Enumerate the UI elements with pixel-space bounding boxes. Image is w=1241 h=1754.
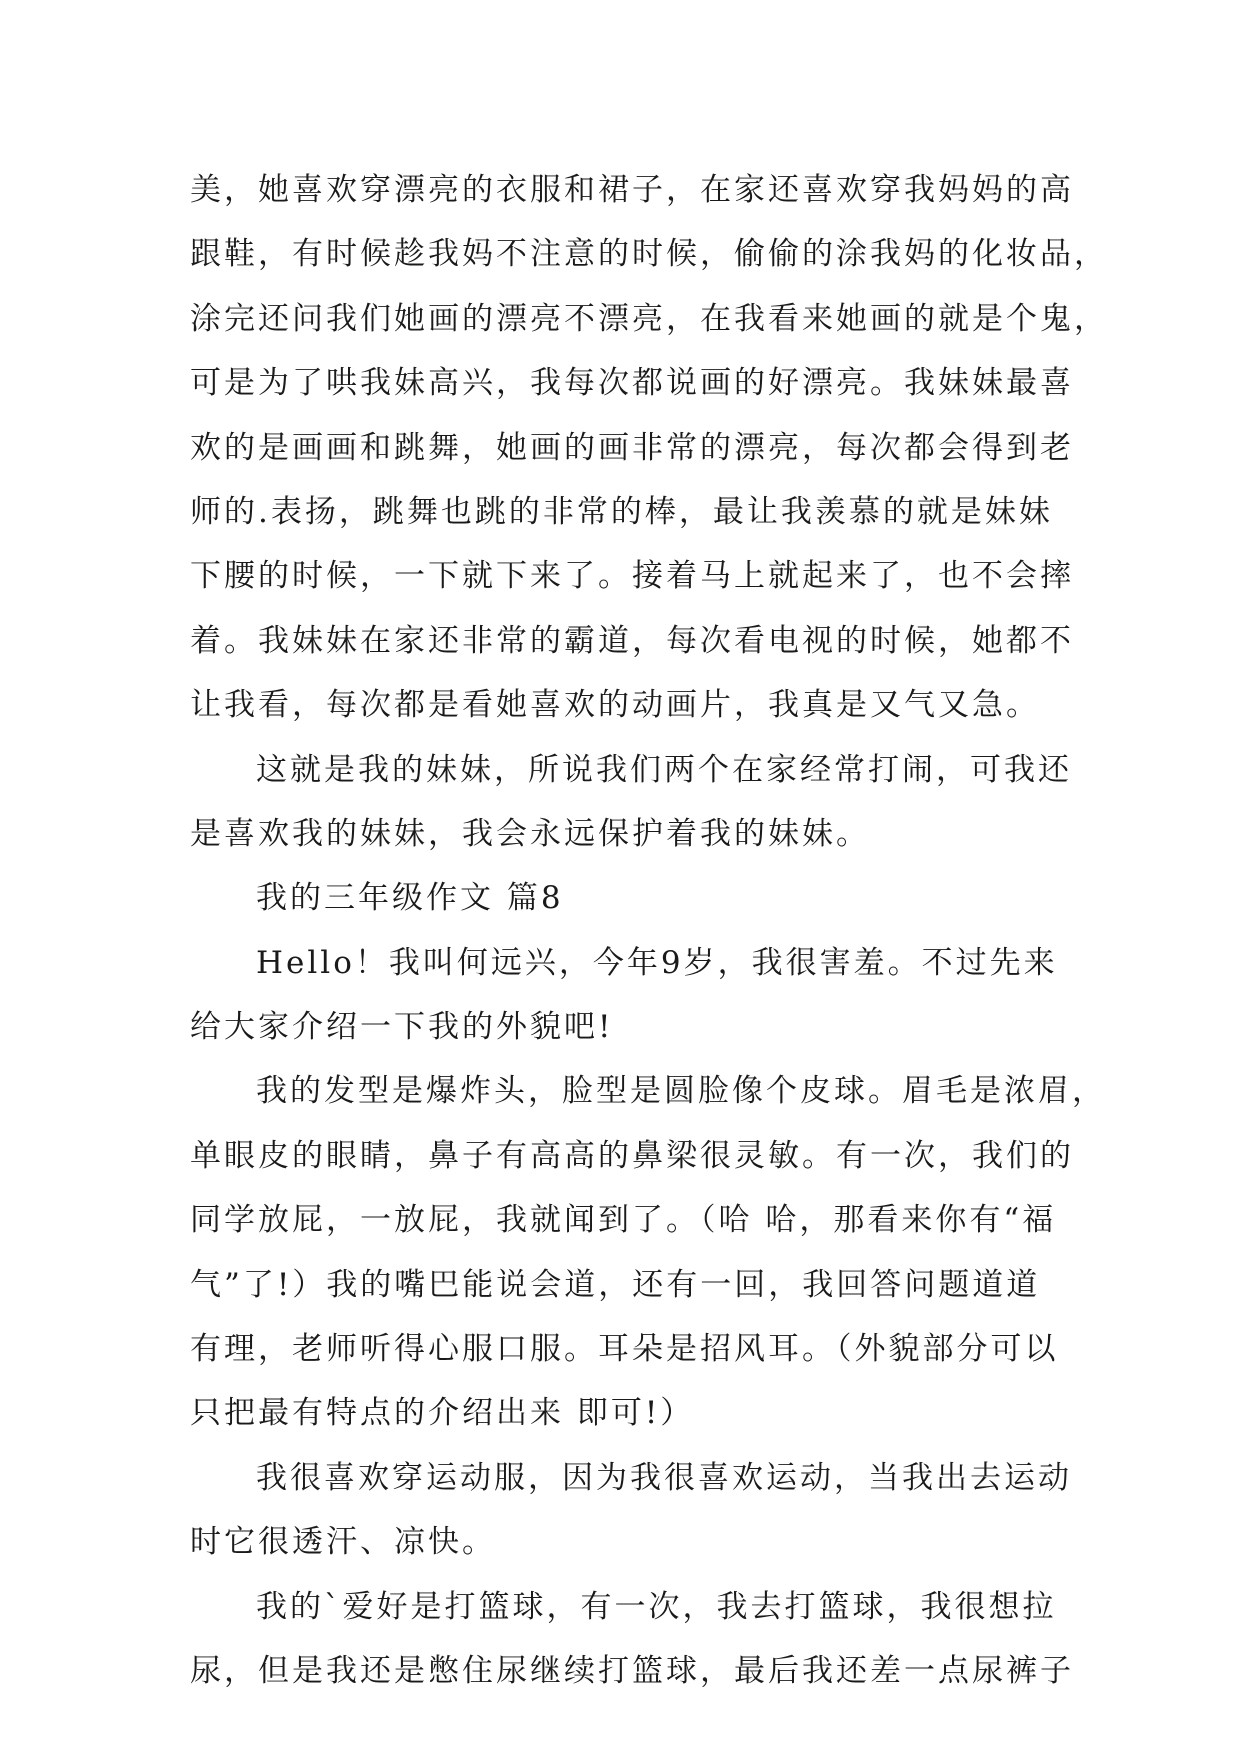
text-line: 同学放屁，一放屁，我就闻到了。（哈 哈，那看来你有“福	[190, 1202, 1057, 1239]
text-line: 气”了!）我的嘴巴能说会道，还有一回，我回答问题道道	[190, 1266, 1041, 1303]
text-line: 让我看，每次都是看她喜欢的动画片，我真是又气又急。	[190, 687, 1040, 724]
document-text-body	[190, 158, 1108, 1703]
text-line: 单眼皮的眼睛，鼻子有高高的鼻梁很灵敏。有一次，我们的	[190, 1137, 1074, 1174]
text-line: 我很喜欢穿运动服，因为我很喜欢运动，当我出去运动	[256, 1459, 1072, 1496]
text-line: 师的.表扬，跳舞也跳的非常的棒，最让我羡慕的就是妹妹	[190, 493, 1053, 530]
text-line: 尿，但是我还是憋住尿继续打篮球，最后我还差一点尿裤子	[190, 1652, 1074, 1689]
text-line: 跟鞋，有时候趁我妈不注意的时候，偷偷的涂我妈的化妆品，	[190, 236, 1108, 273]
text-line: Hello！我叫何远兴，今年9岁，我很害羞。不过先来	[256, 944, 1058, 981]
text-line: 我的发型是爆炸头，脸型是圆脸像个皮球。眉毛是浓眉，	[256, 1073, 1106, 1110]
text-line: 是喜欢我的妹妹，我会永远保护着我的妹妹。	[190, 815, 870, 852]
text-line: 这就是我的妹妹，所说我们两个在家经常打闹，可我还	[256, 751, 1072, 788]
text-line: 下腰的时候，一下就下来了。接着马上就起来了，也不会摔	[190, 558, 1074, 595]
text-line: 着。我妹妹在家还非常的霸道，每次看电视的时候，她都不	[190, 622, 1074, 659]
text-line: 只把最有特点的介绍出来 即可!）	[190, 1395, 695, 1432]
text-line: 我的三年级作文 篇8	[256, 880, 564, 917]
text-line: 美，她喜欢穿漂亮的衣服和裙子，在家还喜欢穿我妈妈的高	[190, 172, 1074, 208]
text-line: 我的`爱好是打篮球，有一次，我去打篮球，我很想拉	[256, 1588, 1057, 1625]
text-line: 时它很透汗、凉快。	[190, 1524, 496, 1561]
text-line: 涂完还问我们她画的漂亮不漂亮，在我看来她画的就是个鬼，	[190, 300, 1108, 337]
text-line: 可是为了哄我妹高兴，我每次都说画的好漂亮。我妹妹最喜	[190, 365, 1074, 402]
text-line: 欢的是画画和跳舞，她画的画非常的漂亮，每次都会得到老	[190, 429, 1074, 466]
text-line: 给大家介绍一下我的外貌吧!	[190, 1009, 614, 1046]
text-line: 有理，老师听得心服口服。耳朵是招风耳。（外貌部分可以	[190, 1331, 1059, 1368]
